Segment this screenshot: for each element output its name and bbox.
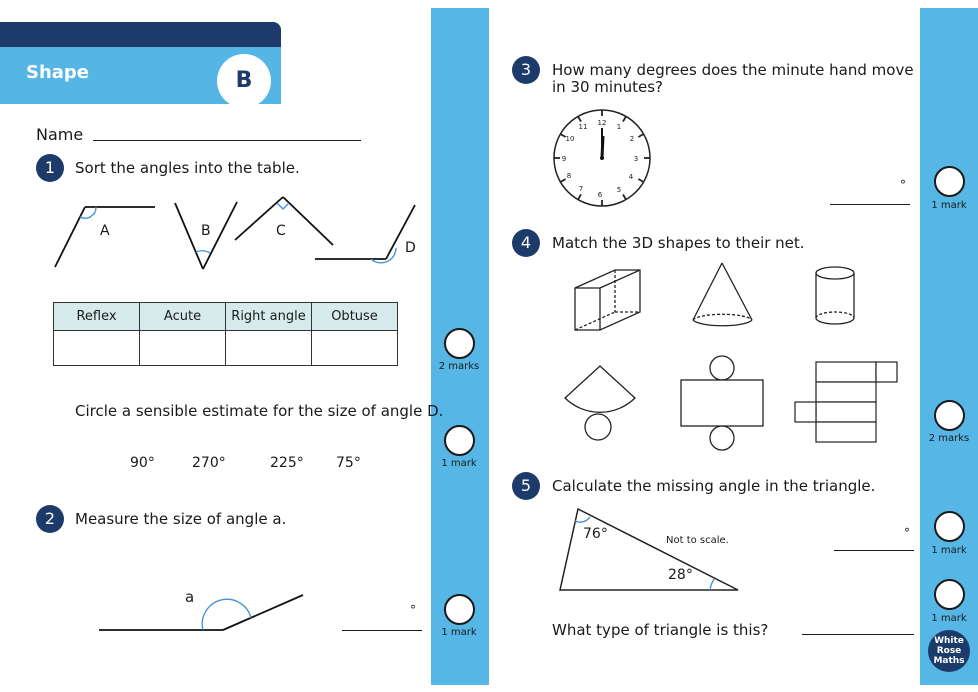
q1-marks-label: 2 marks (438, 361, 480, 372)
cylinder-net (681, 356, 763, 450)
estimate-option-270[interactable]: 270° (192, 455, 226, 471)
clock-number: 6 (597, 191, 603, 199)
clock-number: 11 (578, 123, 588, 131)
estimate-option-75[interactable]: 75° (336, 455, 361, 471)
cone-net (565, 366, 635, 440)
q1-marks-circle[interactable] (444, 328, 475, 359)
clock-number: 1 (616, 123, 622, 131)
header-ribbon-top (0, 22, 281, 47)
cone-shape (693, 263, 752, 326)
question-4-prompt: Match the 3D shapes to their net. (552, 234, 805, 252)
name-label: Name (36, 125, 84, 144)
question-5b-answer-line[interactable] (802, 622, 914, 635)
logo-line-1: White (934, 636, 964, 646)
logo-line-2: Rose (936, 646, 962, 656)
clock-number: 12 (597, 119, 607, 127)
q3-marks-label: 1 mark (931, 200, 967, 211)
version-badge: B (217, 54, 271, 104)
cylinder-shape (816, 267, 854, 324)
angle-a-lowercase-label: a (185, 588, 195, 606)
table-header-right-angle: Right angle (226, 303, 312, 331)
clock-number: 10 (565, 135, 575, 143)
q5b-marks-circle[interactable] (934, 579, 965, 610)
clock-number: 5 (616, 186, 622, 194)
not-to-scale-note: Not to scale. (666, 535, 729, 546)
q2-marks-circle[interactable] (444, 594, 475, 625)
estimate-option-225[interactable]: 225° (270, 455, 304, 471)
page-title: Shape (26, 62, 90, 83)
q5b-marks-label: 1 mark (931, 613, 967, 624)
question-2-answer-line[interactable] (342, 616, 422, 631)
q3-marks-circle[interactable] (934, 166, 965, 197)
question-1-prompt: Sort the angles into the table. (75, 159, 300, 177)
question-5-prompt: Calculate the missing angle in the triangle. (552, 477, 876, 495)
cuboid-shape (575, 270, 640, 330)
table-header-acute: Acute (140, 303, 226, 331)
q1b-marks-circle[interactable] (444, 425, 475, 456)
clock-diagram (550, 106, 654, 210)
logo-line-3: Maths (933, 656, 965, 666)
question-5-answer-line[interactable] (834, 538, 914, 551)
q4-marks-circle[interactable] (934, 400, 965, 431)
angle-c-label: C (276, 223, 286, 239)
estimate-option-90[interactable]: 90° (130, 455, 155, 471)
angle-b-label: B (201, 223, 211, 239)
angle-d-label: D (405, 240, 416, 256)
question-3-prompt-line-1: How many degrees does the minute hand move (552, 61, 914, 79)
q2-marks-label: 1 mark (441, 627, 477, 638)
q5-marks-circle[interactable] (934, 511, 965, 542)
question-2-number: 2 (36, 505, 64, 533)
table-cell-reflex[interactable] (54, 331, 140, 366)
white-rose-maths-logo (928, 630, 970, 672)
q4-marks-label: 2 marks (928, 433, 970, 444)
clock-number: 7 (578, 185, 584, 193)
question-2-degree-unit: ° (410, 603, 416, 617)
question-5-degree-unit: ° (904, 526, 910, 540)
header-ribbon (0, 22, 281, 104)
table-cell-right-angle[interactable] (226, 331, 312, 366)
clock-number: 4 (628, 173, 634, 181)
question-3-degree-unit: ° (900, 178, 906, 192)
cuboid-net (795, 362, 897, 442)
triangle-diagram (555, 505, 745, 595)
clock-number: 2 (629, 135, 635, 143)
question-3-answer-line[interactable] (830, 192, 910, 205)
angle-a-label: A (100, 223, 110, 239)
question-2-prompt: Measure the size of angle a. (75, 510, 287, 528)
estimate-prompt: Circle a sensible estimate for the size of angle D. (75, 402, 444, 420)
name-line[interactable] (93, 126, 361, 141)
clock-number: 3 (633, 155, 639, 163)
table-cell-obtuse[interactable] (312, 331, 398, 366)
question-4-number: 4 (512, 229, 540, 257)
question-5-number: 5 (512, 472, 540, 500)
clock-number: 8 (566, 172, 572, 180)
clock-number: 9 (561, 155, 567, 163)
question-3-number: 3 (512, 56, 540, 84)
table-cell-acute[interactable] (140, 331, 226, 366)
triangle-angle-76: 76° (583, 526, 608, 542)
q1b-marks-label: 1 mark (441, 458, 477, 469)
q5-marks-label: 1 mark (931, 545, 967, 556)
question-5-followup: What type of triangle is this? (552, 621, 769, 639)
triangle-angle-28: 28° (668, 567, 693, 583)
angle-d-shape (315, 205, 415, 263)
shapes-3d-diagram (560, 258, 910, 458)
table-header-reflex: Reflex (54, 303, 140, 331)
angles-diagram (40, 185, 430, 275)
table-header-obtuse: Obtuse (312, 303, 398, 331)
question-1-number: 1 (36, 154, 64, 182)
angle-a-measure-diagram (95, 585, 310, 640)
angles-table (53, 302, 398, 366)
question-3-prompt-line-2: in 30 minutes? (552, 78, 663, 96)
